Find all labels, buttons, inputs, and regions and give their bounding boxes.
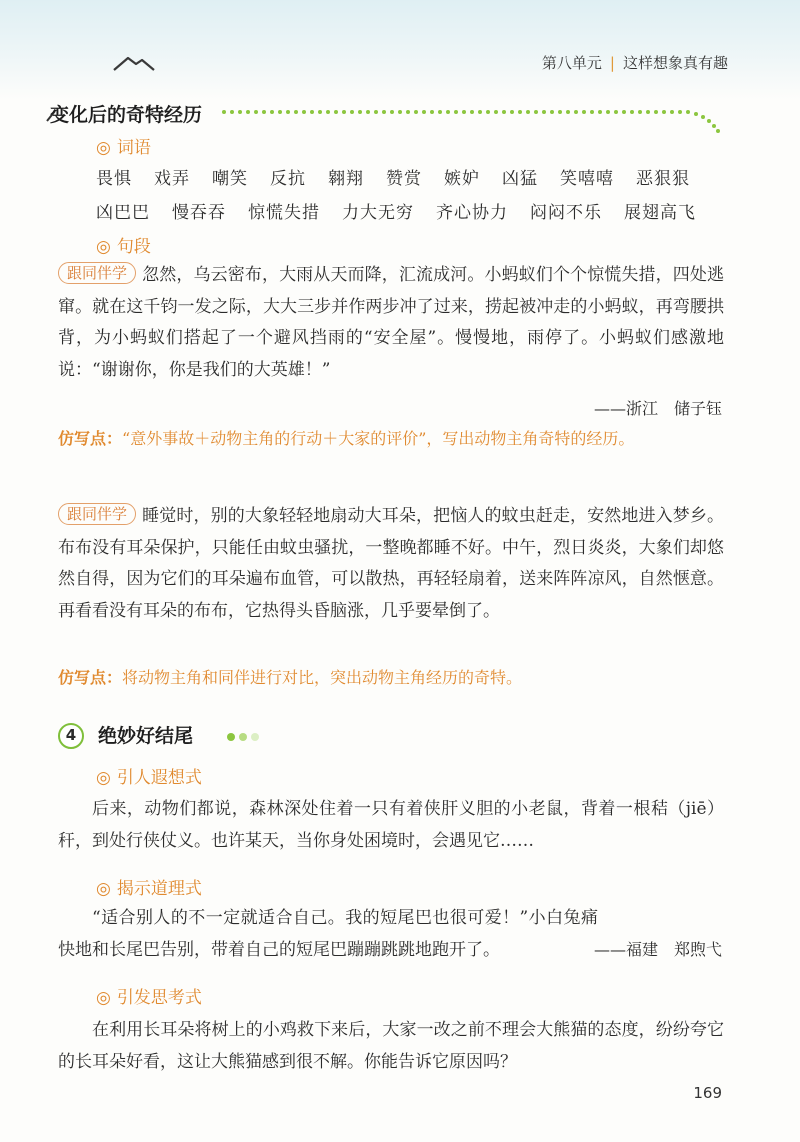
- dots-decoration: [226, 731, 266, 743]
- header-background: [0, 0, 800, 100]
- example-1-paragraph: [58, 260, 724, 386]
- header-separator: |: [609, 54, 615, 72]
- page-number: 169: [693, 1084, 722, 1102]
- vocab-word: 赞赏: [386, 169, 422, 189]
- tip-label: 仿写点：: [58, 429, 123, 448]
- ending-2-text: “适合别人的不一定就适合自己。我的短尾巴也很可爱！”小白兔痛快地和长尾巴告别，带着自己的短尾巴蹦蹦跳跳地跑开了。: [58, 908, 598, 960]
- mountain-icon: [112, 52, 156, 74]
- ending-1-heading: [96, 763, 202, 788]
- peer-learning-tag: 跟同伴学: [58, 262, 136, 284]
- tip-label: 仿写点：: [58, 668, 123, 687]
- vocab-word: 凶猛: [502, 169, 538, 189]
- ending-3-heading: [96, 983, 202, 1008]
- dotted-line-decoration: [222, 100, 732, 140]
- tip-text: “意外事故＋动物主角的行动＋大家的评价”，写出动物主角奇特的经历。: [122, 429, 635, 448]
- section-4-title: 绝妙好结尾: [98, 725, 194, 747]
- ending-1-label: 引人遐想式: [116, 768, 202, 788]
- vocab-word: 凶巴巴: [96, 203, 150, 223]
- vocab-heading: [96, 133, 151, 158]
- circle-icon: ◎: [96, 988, 111, 1008]
- ending-1-text: 后来，动物们都说，森林深处住着一只有着侠肝义胆的小老鼠，背着一根秸（jiē）秆，到处行侠仗义。也许某天，当你身处困境时，会遇见它……: [58, 799, 724, 851]
- section-number-badge: 4: [58, 723, 84, 749]
- vocab-word: 戏弄: [154, 169, 190, 189]
- ending-3-text: 在利用长耳朵将树上的小鸡救下来后，大家一改之前不理会大熊猫的态度，纷纷夸它的长耳朵好看，这让大熊猫感到很不解。你能告诉它原因吗？: [58, 1020, 724, 1072]
- example-2-tip: [58, 662, 724, 694]
- sentence-label: 句段: [116, 237, 151, 257]
- vocab-word: 畏惧: [96, 169, 132, 189]
- circle-icon: ◎: [96, 237, 111, 257]
- vocab-row-2: [96, 198, 718, 223]
- example-1-tip: [58, 423, 724, 455]
- vocab-word: 嘲笑: [212, 169, 248, 189]
- circle-icon: ◎: [96, 768, 111, 788]
- vocab-word: 反抗: [270, 169, 306, 189]
- vocab-label: 词语: [116, 138, 151, 158]
- vocab-word: 笑嘻嘻: [560, 169, 614, 189]
- circle-icon: ◎: [96, 138, 111, 158]
- ending-3-label: 引发思考式: [116, 988, 202, 1008]
- example-2-text: 睡觉时，别的大象轻轻地扇动大耳朵，把恼人的蚊虫赶走，安然地进入梦乡。布布没有耳朵保护，只能任由蚊虫骚扰，一整晚都睡不好。中午，烈日炎炎，大象们却悠然自得，因为它们的耳朵遍布血管，可以散热，再轻轻扇着，送来阵阵凉风，自然惬意。再看看没有耳朵的布布，它热得头昏脑涨，几乎要晕倒了。: [58, 506, 724, 621]
- peer-learning-tag: 跟同伴学: [58, 503, 136, 525]
- vocab-word: 翱翔: [328, 169, 364, 189]
- vocab-word: 齐心协力: [436, 203, 508, 223]
- tip-text: 将动物主角和同伴进行对比，突出动物主角经历的奇特。: [122, 668, 523, 687]
- vocab-word: 恶狠狠: [636, 169, 690, 189]
- unit-label: 第八单元: [541, 54, 602, 72]
- vocab-word: 闷闷不乐: [530, 203, 602, 223]
- vocab-word: 展翅高飞: [624, 203, 696, 223]
- section-title: 变化后的奇特经历: [50, 104, 203, 126]
- sentence-heading: [96, 232, 151, 257]
- unit-title: 这样想象真有趣: [622, 54, 728, 72]
- vocab-word: 力大无穷: [342, 203, 414, 223]
- circle-icon: ◎: [96, 879, 111, 899]
- ending-2-label: 揭示道理式: [116, 879, 202, 899]
- vocab-word: 惊慌失措: [248, 203, 320, 223]
- ending-2-author: ——福建 郑煦弋: [593, 940, 722, 959]
- unit-header: [542, 52, 728, 73]
- ending-2-heading: [96, 874, 202, 899]
- example-1-author: ——浙江 储子钰: [593, 399, 722, 418]
- vocab-word: 嫉妒: [444, 169, 480, 189]
- vocab-word: 慢吞吞: [172, 203, 226, 223]
- vocab-row-1: [96, 164, 712, 189]
- example-2-paragraph: [58, 501, 724, 627]
- example-1-text: 忽然，乌云密布，大雨从天而降，汇流成河。小蚂蚁们个个惊慌失措，四处逃窜。就在这千钧一发之际，大大三步并作两步冲了过来，捞起被冲走的小蚂蚁，再弯腰拱背，为小蚂蚁们搭起了一个避风挡雨的“安全屋”。慢慢地，雨停了。小蚂蚁们感激地说：“谢谢你，你是我们的大英雄！”: [58, 265, 724, 380]
